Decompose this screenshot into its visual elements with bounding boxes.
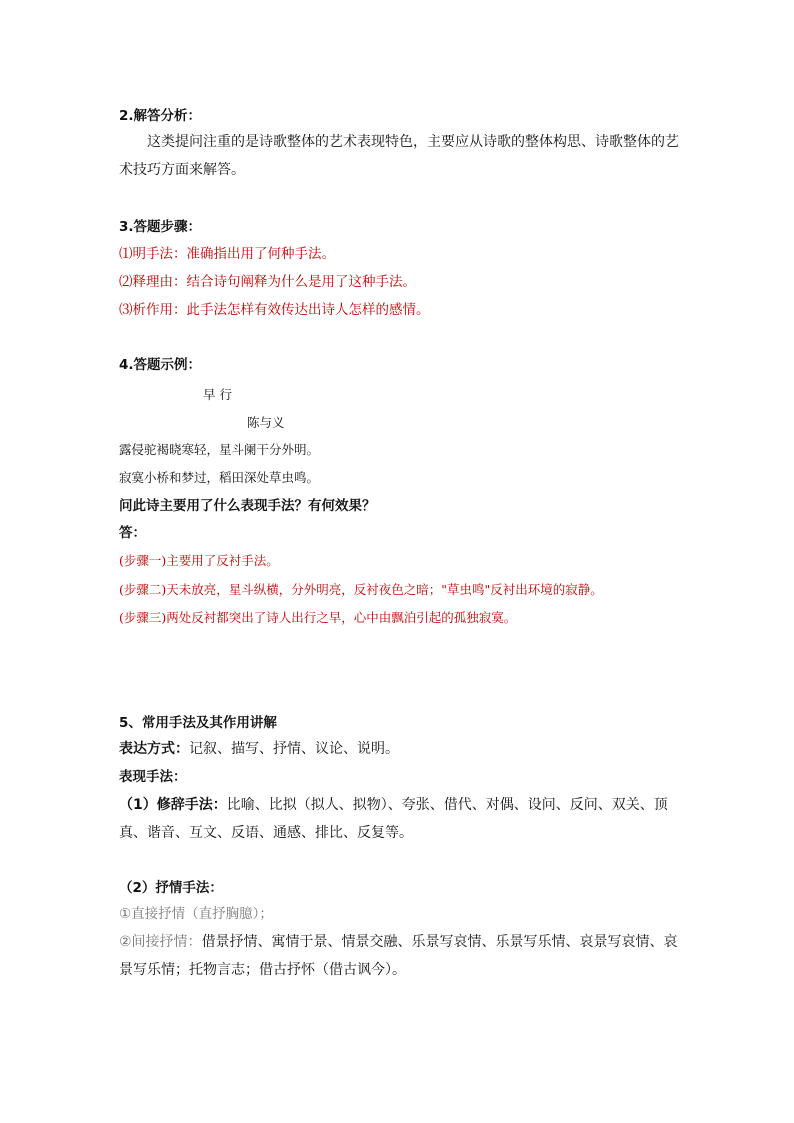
answer-step-1: (步骤一)主要用了反衬手法。: [119, 553, 279, 568]
expression-methods: [119, 739, 399, 759]
indirect-lyric-line-1: [119, 932, 678, 952]
direct-lyric: ①直接抒情（直抒胸臆）；: [119, 906, 273, 922]
step-1: ⑴明手法：准确指出用了何种手法。: [119, 246, 335, 262]
section-4-heading: 4.答题示例：: [119, 357, 202, 373]
poem-title: 早 行: [203, 387, 232, 402]
indirect-label: ②间接抒情：: [119, 934, 202, 950]
step-3: ⑶析作用：此手法怎样有效传达出诗人怎样的感情。: [119, 302, 430, 318]
expression-text: 记叙、描写、抒情、议论、说明。: [189, 741, 399, 757]
answer-label: 答：: [119, 525, 146, 541]
rhetoric-text: 比喻、比拟（拟人、拟物）、夸张、借代、对偶、设问、反问、双关、顶: [226, 797, 668, 813]
indirect-text: 借景抒情、寓情于景、情景交融、乐景写哀情、乐景写乐情、哀景写哀情、哀: [201, 934, 678, 950]
section-2-paragraph-line-1: 这类提问注重的是诗歌整体的艺术表现特色，主要应从诗歌的整体构思、诗歌整体的艺: [147, 134, 679, 150]
question: 问此诗主要用了什么表现手法？有何效果？: [119, 498, 376, 514]
rhetoric-label: （1）修辞手法：: [119, 797, 227, 813]
poem-author: 陈与义: [247, 415, 285, 430]
lyric-label: （2）抒情手法：: [119, 880, 223, 896]
indirect-lyric-line-2: 景写乐情；托物言志；借古抒怀（借古讽今）。: [119, 962, 406, 978]
answer-step-2: (步骤二)天未放亮，星斗纵横，分外明亮，反衬夜色之暗；"草虫鸣"反衬出环境的寂静。: [119, 582, 603, 597]
answer-step-3: (步骤三)两处反衬都突出了诗人出行之早，心中由飘泊引起的孤独寂寞。: [119, 610, 517, 625]
section-2-paragraph-line-2: 术技巧方面来解答。: [119, 162, 245, 178]
poem-line-2: 寂寞小桥和梦过，稻田深处草虫鸣。: [119, 470, 320, 485]
rhetoric-line-2: 真、谐音、互文、反语、通感、排比、反复等。: [119, 825, 413, 841]
section-3-heading: 3.答题步骤：: [119, 219, 202, 235]
section-5-heading: 5、常用手法及其作用讲解: [119, 715, 277, 731]
expression-label: 表达方式：: [119, 741, 189, 757]
step-2: ⑵释理由：结合诗句阐释为什么是用了这种手法。: [119, 274, 416, 290]
section-2-heading: 2.解答分析：: [119, 108, 202, 124]
poem-line-1: 露侵驼褐晓寒轻，星斗阑干分外明。: [119, 442, 320, 457]
rhetoric-line-1: [119, 795, 668, 815]
performance-label: 表现手法：: [119, 769, 187, 785]
